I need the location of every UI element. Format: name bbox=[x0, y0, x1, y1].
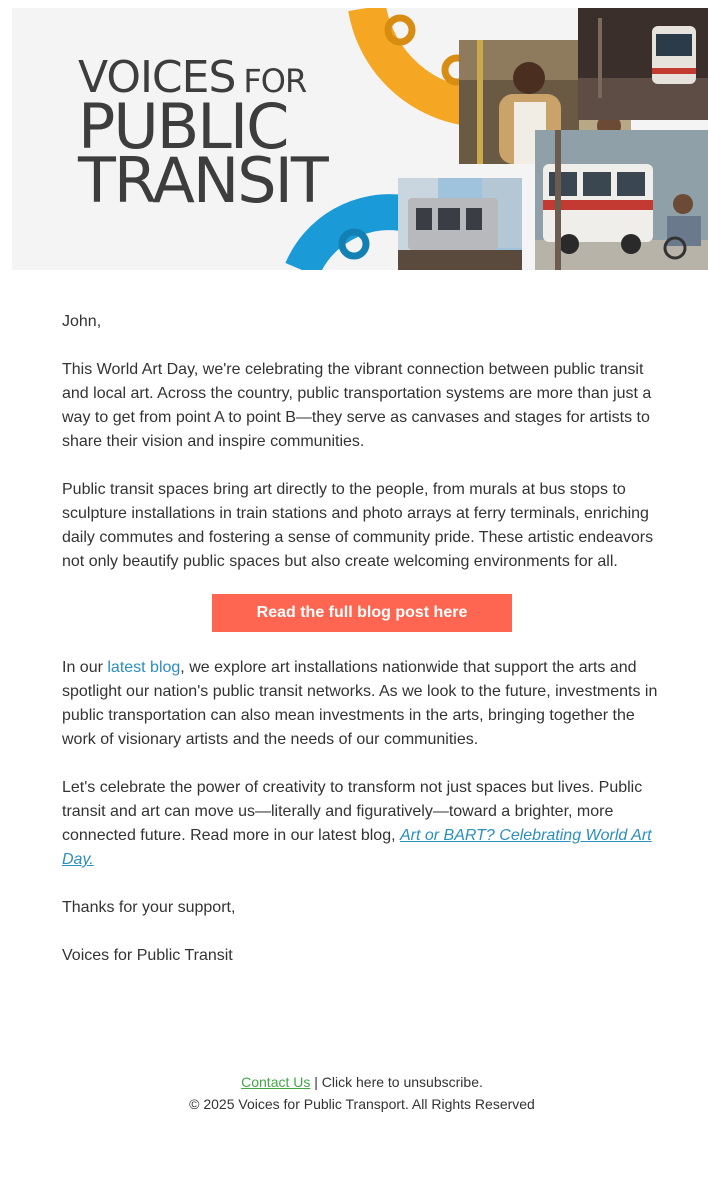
signature: Voices for Public Transit bbox=[62, 947, 233, 964]
paragraph-celebrate bbox=[62, 776, 662, 872]
paragraph-latest-blog-prefix: In our bbox=[62, 659, 108, 676]
email-body bbox=[62, 310, 662, 992]
cta-container bbox=[62, 594, 662, 632]
paragraph-latest-blog-suffix: , we explore art installations nationwide that support the arts and spotlight our nation's public transit networks. As we look to the future, investments in public transportation can also mean investments in the arts, bringing together the work of visionary artists and the needs of our communities. bbox=[62, 659, 658, 748]
thanks-line: Thanks for your support, bbox=[62, 899, 236, 916]
paragraph-transit-spaces: Public transit spaces bring art directly to the people, from murals at bus stops to sculpture installations in train stations and photo arrays at ferry terminals, enriching daily commutes and fostering a sense of community pride. These artistic endeavors not only beautify public spaces but also create welcoming environments for all. bbox=[62, 481, 654, 570]
art-or-bart-link[interactable]: Art or BART? Celebrating World Art Day. bbox=[62, 827, 652, 868]
copyright-text: © 2025 Voices for Public Transport. All Rights Reserved bbox=[189, 1096, 535, 1112]
unsubscribe-text[interactable]: | Click here to unsubscribe. bbox=[310, 1074, 483, 1090]
voices-logo bbox=[78, 52, 327, 217]
photo-streetcar bbox=[578, 8, 708, 120]
footer-links-line bbox=[0, 1071, 708, 1093]
read-blog-button[interactable]: Read the full blog post here bbox=[212, 594, 512, 632]
paragraph-celebrate-text: Let's celebrate the power of creativity to transform not just spaces but lives. Public transit and art can move us—literally and figuratively—toward a brighter, more connected future. Read more in our latest blog, bbox=[62, 779, 643, 844]
contact-us-link[interactable]: Contact Us bbox=[241, 1074, 311, 1090]
hero-banner bbox=[12, 8, 708, 270]
paragraph-latest-blog bbox=[62, 656, 662, 752]
photo-accessible-bus bbox=[535, 130, 708, 270]
logo-voices: VOICES bbox=[78, 52, 236, 103]
greeting: John, bbox=[62, 313, 102, 330]
latest-blog-link[interactable]: latest blog bbox=[107, 659, 181, 676]
paragraph-intro: This World Art Day, we're celebrating the vibrant connection between public transit and local art. Across the country, public transportation systems are more than just a way to get from point A to point B—they serve as canvases and stages for artists to share their vision and inspire communities. bbox=[62, 361, 652, 450]
logo-public: PUBLIC bbox=[78, 90, 288, 163]
logo-for: FOR bbox=[243, 62, 307, 100]
photo-elevated-train bbox=[398, 178, 522, 270]
logo-transit: TRANSIT bbox=[78, 144, 327, 217]
email-footer bbox=[0, 1071, 708, 1115]
